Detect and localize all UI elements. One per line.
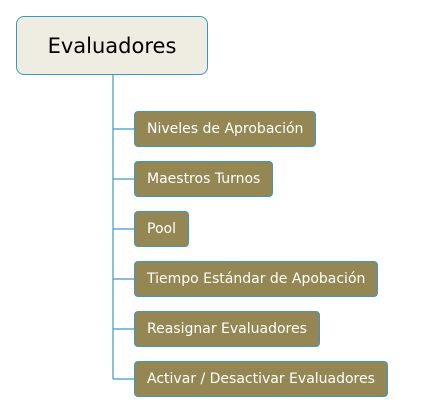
child-node-label: Maestros Turnos bbox=[147, 171, 261, 187]
root-node-evaluadores[interactable] bbox=[16, 16, 208, 75]
child-node-label: Reasignar Evaluadores bbox=[147, 321, 307, 337]
child-node-label: Tiempo Estándar de Apobación bbox=[147, 271, 366, 287]
child-node-label: Activar / Desactivar Evaluadores bbox=[147, 371, 375, 387]
child-node-maestros-turnos[interactable] bbox=[134, 161, 273, 197]
child-node-pool[interactable] bbox=[134, 211, 189, 247]
child-node-label: Pool bbox=[147, 221, 176, 237]
child-node-niveles-de-aprobacion[interactable] bbox=[134, 111, 316, 147]
child-node-activar-desactivar[interactable] bbox=[134, 361, 388, 397]
child-node-reasignar-evaluadores[interactable] bbox=[134, 311, 320, 347]
root-node-label: Evaluadores bbox=[47, 33, 177, 58]
child-node-label: Niveles de Aprobación bbox=[147, 121, 304, 137]
child-node-tiempo-estandar[interactable] bbox=[134, 261, 378, 297]
